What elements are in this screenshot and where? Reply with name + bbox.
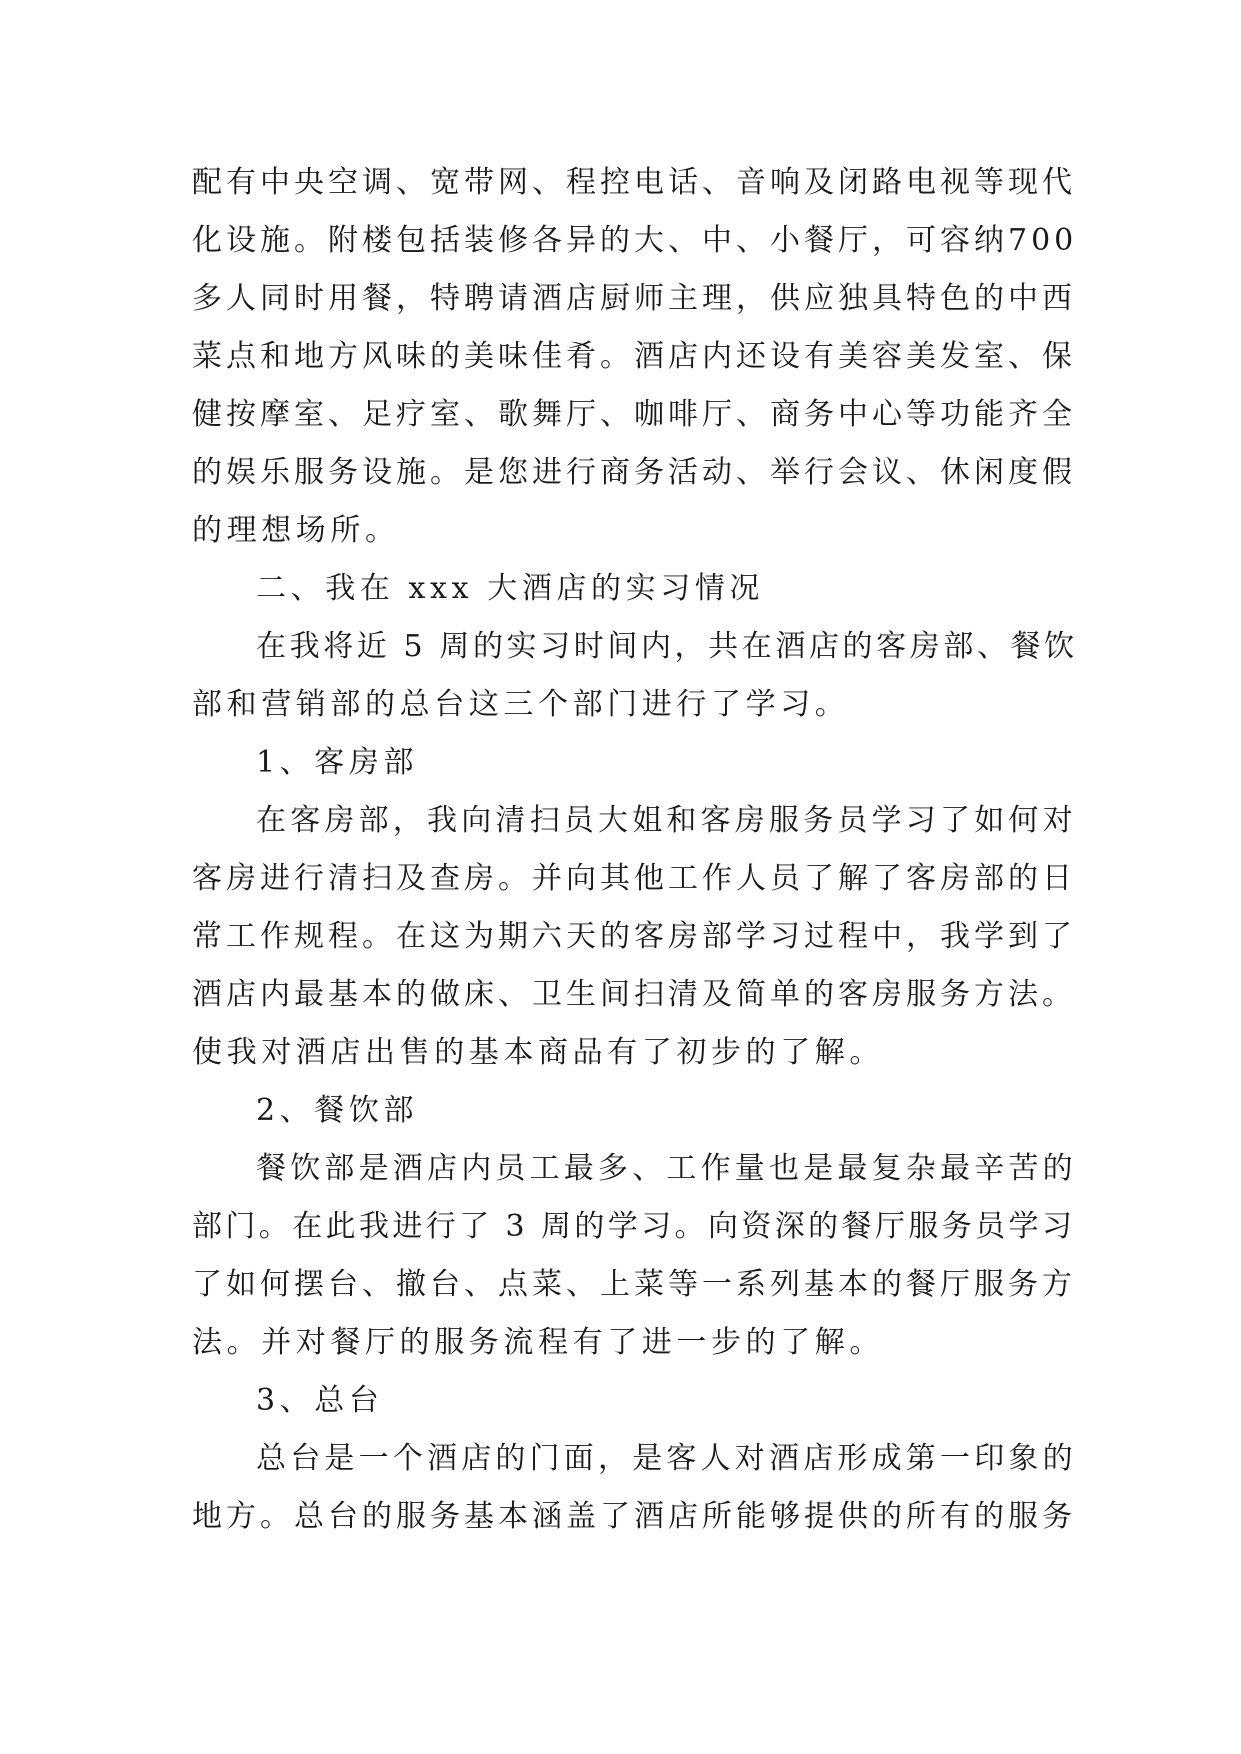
body-text-line: 地方。总台的服务基本涵盖了酒店所能够提供的所有的服务 bbox=[192, 1499, 1076, 1534]
body-text-line: 部门。在此我进行了 3 周的学习。向资深的餐厅服务员学习 bbox=[192, 1209, 1076, 1244]
body-text-line: 客房进行清扫及查房。并向其他工作人员了解了客房部的日 bbox=[192, 861, 1076, 896]
body-text-line: 总台是一个酒店的门面，是客人对酒店形成第一印象的 bbox=[256, 1441, 1077, 1476]
body-text-line: 配有中央空调、宽带网、程控电话、音响及闭路电视等现代 bbox=[192, 165, 1076, 200]
body-text-line: 酒店内最基本的做床、卫生间扫清及简单的客房服务方法。 bbox=[192, 977, 1076, 1012]
body-text-line: 在我将近 5 周的实习时间内，共在酒店的客房部、餐饮 bbox=[256, 629, 1078, 664]
body-text-line: 法。并对餐厅的服务流程有了进一步的了解。 bbox=[192, 1325, 884, 1360]
subsection-heading: 1、客房部 bbox=[256, 745, 419, 780]
subsection-heading: 2、餐饮部 bbox=[256, 1093, 419, 1128]
body-text-line: 常工作规程。在这为期六天的客房部学习过程中，我学到了 bbox=[192, 919, 1076, 954]
body-text-line: 部和营销部的总台这三个部门进行了学习。 bbox=[192, 687, 850, 722]
section-heading: 二、我在 xxx 大酒店的实习情况 bbox=[256, 571, 765, 606]
body-text-line: 餐饮部是酒店内员工最多、工作量也是最复杂最辛苦的 bbox=[256, 1151, 1077, 1186]
body-text-line: 在客房部，我向清扫员大姐和客房服务员学习了如何对 bbox=[256, 803, 1077, 838]
body-text-line: 化设施。附楼包括装修各异的大、中、小餐厅，可容纳700 bbox=[192, 223, 1078, 258]
body-text-line: 的娱乐服务设施。是您进行商务活动、举行会议、休闲度假 bbox=[192, 455, 1076, 490]
body-text-line: 了如何摆台、撤台、点菜、上菜等一系列基本的餐厅服务方 bbox=[192, 1267, 1076, 1302]
body-text-line: 健按摩室、足疗室、歌舞厅、咖啡厅、商务中心等功能齐全 bbox=[192, 397, 1076, 432]
body-text-line: 菜点和地方风味的美味佳肴。酒店内还设有美容美发室、保 bbox=[192, 339, 1076, 374]
body-text-line: 使我对酒店出售的基本商品有了初步的了解。 bbox=[192, 1035, 884, 1070]
body-text-line: 多人同时用餐，特聘请酒店厨师主理，供应独具特色的中西 bbox=[192, 281, 1076, 316]
subsection-heading: 3、总台 bbox=[256, 1383, 384, 1418]
body-text-line: 的理想场所。 bbox=[192, 513, 400, 548]
